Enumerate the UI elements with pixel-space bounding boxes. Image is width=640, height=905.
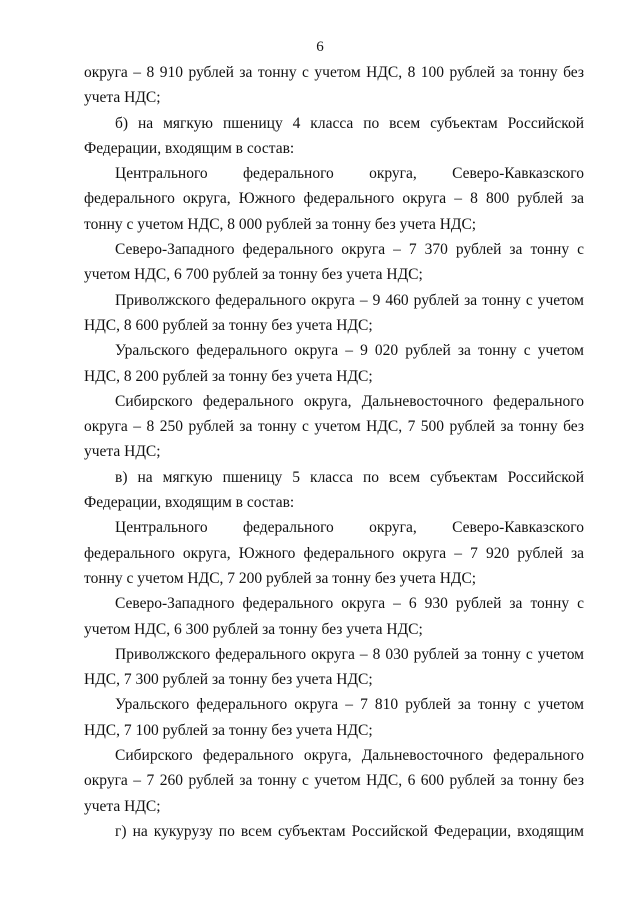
paragraph-siberia-fareast-class4: Сибирского федерального округа, Дальневосточного федерального округа – 8 250 рублей за тонну с учетом НДС, 7 500 рублей за тонну без учета НДС; (84, 392, 584, 461)
paragraph-volga-class4: Приволжского федерального округа – 9 460 рублей за тонну с учетом НДС, 8 600 рублей за тонну без учета НДС; (84, 291, 584, 334)
paragraph-central-north-caucasus-south-class4: Центрального федерального округа, Северо-Кавказского федерального округа, Южного федерального округа – 8 800 рублей за тонну с учетом НДС, 8 000 рублей за тонну без учета НДС; (84, 165, 584, 233)
page-number: 6 (316, 39, 324, 55)
paragraph-siberia-fareast-class5: Сибирского федерального округа, Дальневосточного федерального округа – 7 260 рублей за тонну с учетом НДС, 6 600 рублей за тонну без учета НДС; (84, 747, 584, 815)
paragraph-item-g: г) на кукурузу по всем субъектам Российской Федерации, входящим (115, 822, 584, 840)
document-body (84, 60, 584, 844)
paragraph-item-b: б) на мягкую пшеницу 4 класса по всем субъектам Российской Федерации, входящим в состав: (84, 114, 584, 157)
paragraph-ural-class4: Уральского федерального округа – 9 020 рублей за тонну с учетом НДС, 8 200 рублей за тонну без учета НДС; (84, 342, 584, 385)
paragraph-volga-class5: Приволжского федерального округа – 8 030 рублей за тонну с учетом НДС, 7 300 рублей за тонну без учета НДС; (84, 645, 584, 689)
paragraph-ural-class5: Уральского федерального округа – 7 810 рублей за тонну с учетом НДС, 7 100 рублей за тонну без учета НДС; (84, 696, 584, 739)
paragraph-continuation: округа – 8 910 рублей за тонну с учетом НДС, 8 100 рублей за тонну без учета НДС; (84, 64, 584, 107)
paragraph-northwest-class4: Северо-Западного федерального округа – 7 370 рублей за тонну с учетом НДС, 6 700 рублей за тонну без учета НДС; (84, 241, 584, 284)
paragraph-northwest-class5: Северо-Западного федерального округа – 6 930 рублей за тонну с учетом НДС, 6 300 рублей за тонну без учета НДС; (84, 595, 584, 638)
paragraph-item-v: в) на мягкую пшеницу 5 класса по всем субъектам Российской Федерации, входящим в состав: (84, 468, 584, 512)
paragraph-central-north-caucasus-south-class5: Центрального федерального округа, Северо-Кавказского федерального округа, Южного федерального округа – 7 920 рублей за тонну с учетом НДС, 7 200 рублей за тонну без учета НДС; (84, 519, 584, 587)
